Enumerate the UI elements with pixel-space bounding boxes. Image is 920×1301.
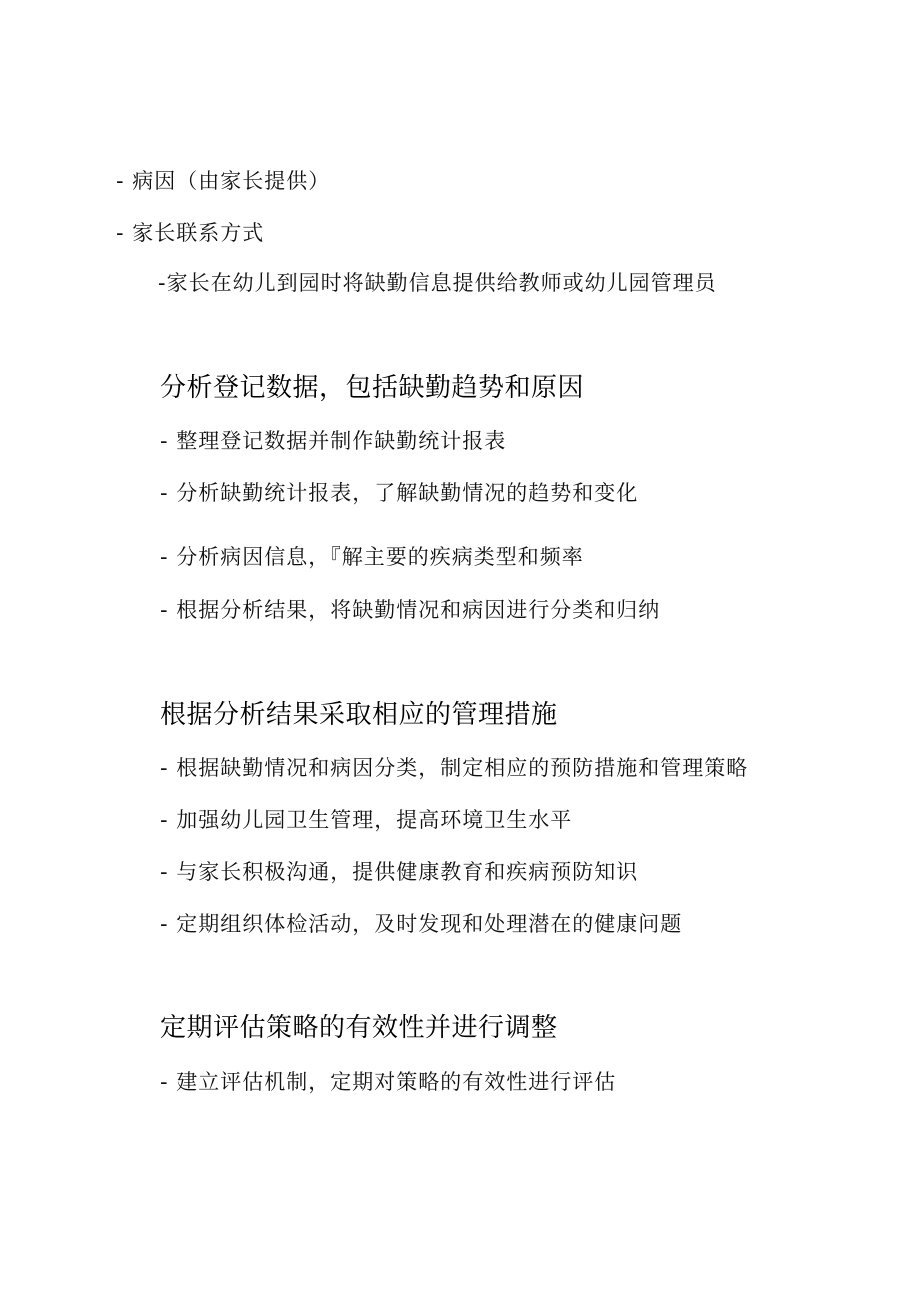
list-item-report: -家长在幼儿到园时将缺勤信息提供给教师或幼儿园管理员: [158, 271, 717, 295]
list-item: - 根据缺勤情况和病因分类，制定相应的预防措施和管理策略: [160, 756, 749, 780]
list-item: - 与家长积极沟通，提供健康教育和疾病预防知识: [160, 860, 639, 884]
list-item: - 定期组织体检活动，及时发现和处理潜在的健康问题: [160, 912, 683, 936]
list-item: - 分析病因信息，『解主要的疾病类型和频率: [160, 545, 584, 569]
section-heading-evaluation: 定期评估策略的有效性并进行调整: [160, 1013, 558, 1043]
section-heading-measures: 根据分析结果采取相应的管理措施: [160, 700, 558, 730]
list-item-contact: - 家长联系方式: [116, 221, 265, 245]
list-item: - 整理登记数据并制作缺勤统计报表: [160, 429, 507, 453]
list-item: - 加强幼儿园卫生管理，提高环境卫生水平: [160, 808, 573, 832]
list-item: - 建立评估机制，定期对策略的有效性进行评估: [160, 1070, 617, 1094]
list-item: - 分析缺勤统计报表，了解缺勤情况的趋势和变化: [160, 481, 639, 505]
list-item-cause: - 病因（由家长提供）: [116, 169, 331, 193]
section-heading-analysis: 分析登记数据，包括缺勤趋势和原因: [160, 373, 585, 403]
list-item: - 根据分析结果，将缺勤情况和病因进行分类和归纳: [160, 598, 661, 622]
